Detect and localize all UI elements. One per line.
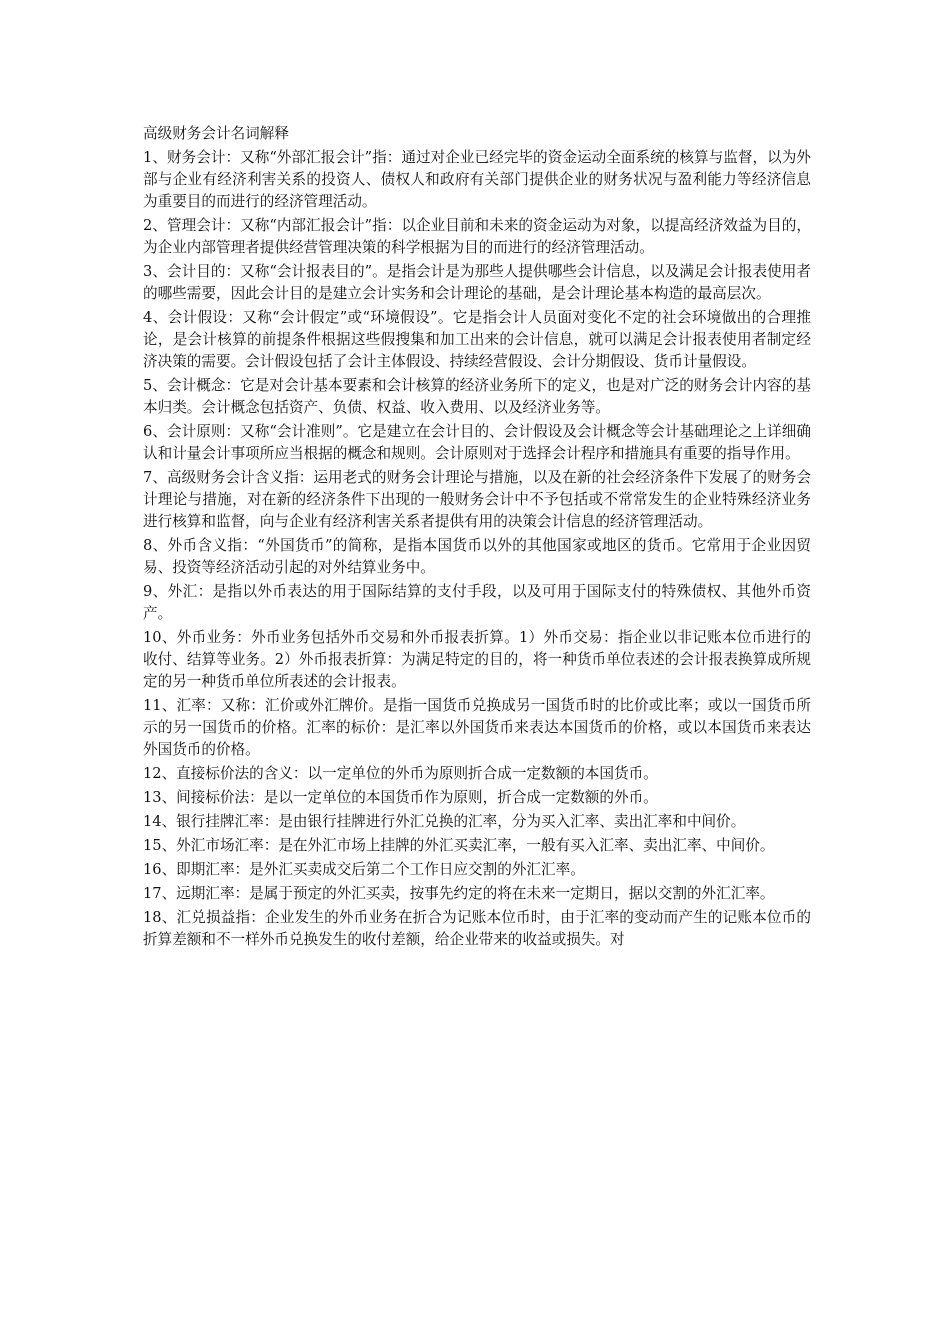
document-title: 高级财务会计名词解释: [143, 125, 289, 142]
glossary-entry-8: 8、外币含义指：“外国货币”的简称，是指本国货币以外的其他国家或地区的货币。它常用于企业因贸易、投资等经济活动引起的对外结算业务中。: [143, 537, 811, 576]
glossary-entry-12: 12、直接标价法的含义：以一定单位的外币为原则折合成一定数额的本国货币。: [143, 765, 658, 782]
glossary-entry-15: 15、外汇市场汇率：是在外汇市场上挂牌的外汇买卖汇率，一般有买入汇率、卖出汇率、中间价。: [143, 837, 775, 854]
glossary-entry-10: 10、外币业务：外币业务包括外币交易和外币报表折算。1）外币交易：指企业以非记账本位币进行的收付、结算等业务。2）外币报表折算：为满足特定的目的，将一种货币单位表述的会计报表换算成所规定的另一种货币单位所表述的会计报表。: [143, 629, 811, 690]
glossary-entry-9: 9、外汇：是指以外币表达的用于国际结算的支付手段，以及可用于国际支付的特殊债权、其他外币资产。: [143, 583, 811, 622]
glossary-entry-1: 1、财务会计：又称“外部汇报会计”指：通过对企业已经完毕的资金运动全面系统的核算与监督，以为外部与企业有经济利害关系的投资人、债权人和政府有关部门提供企业的财务状况与盈利能力等经济信息为重要目的而进行的经济管理活动。: [143, 149, 811, 210]
glossary-entry-7: 7、高级财务会计含义指：运用老式的财务会计理论与措施，以及在新的社会经济条件下发展了的财务会计理论与措施，对在新的经济条件下出现的一般财务会计中不予包括或不常常发生的企业特殊经济业务进行核算和监督，向与企业有经济利害关系者提供有用的决策会计信息的经济管理活动。: [143, 469, 811, 530]
glossary-entry-6: 6、会计原则：又称“会计准则”。它是建立在会计目的、会计假设及会计概念等会计基础理论之上详细确认和计量会计事项所应当根据的概念和规则。会计原则对于选择会计程序和措施具有重要的指导作用。: [143, 423, 811, 462]
glossary-entry-14: 14、银行挂牌汇率：是由银行挂牌进行外汇兑换的汇率，分为买入汇率、卖出汇率和中间价。: [143, 813, 746, 830]
document-body: [143, 123, 811, 953]
glossary-entry-5: 5、会计概念：它是对会计基本要素和会计核算的经济业务所下的定义，也是对广泛的财务会计内容的基本归类。会计概念包括资产、负债、权益、收入费用、以及经济业务等。: [143, 377, 811, 416]
glossary-entry-13: 13、间接标价法：是以一定单位的本国货币作为原则，折合成一定数额的外币。: [143, 789, 658, 806]
glossary-entry-2: 2、管理会计：又称“内部汇报会计”指：以企业目前和未来的资金运动为对象，以提高经济效益为目的，为企业内部管理者提供经营管理决策的科学根据为目的而进行的经济管理活动。: [143, 217, 811, 256]
glossary-entry-17: 17、远期汇率：是属于预定的外汇买卖，按事先约定的将在未来一定期日，据以交割的外汇汇率。: [143, 885, 775, 902]
glossary-entry-3: 3、会计目的：又称“会计报表目的”。是指会计是为那些人提供哪些会计信息，以及满足会计报表使用者的哪些需要，因此会计目的是建立会计实务和会计理论的基础，是会计理论基本构造的最高层次。: [143, 263, 811, 302]
glossary-entry-11: 11、汇率：又称：汇价或外汇牌价。是指一国货币兑换成另一国货币时的比价或比率；或以一国货币所示的另一国货币的价格。汇率的标价：是汇率以外国货币来表达本国货币的价格，或以本国货币来表达外国货币的价格。: [143, 697, 811, 758]
glossary-entry-4: 4、会计假设：又称“会计假定”或“环境假设”。它是指会计人员面对变化不定的社会环境做出的合理推论，是会计核算的前提条件根据这些假搜集和加工出来的会计信息，就可以满足会计报表使用者制定经济决策的需要。会计假设包括了会计主体假设、持续经营假设、会计分期假设、货币计量假设。: [143, 309, 811, 370]
glossary-entry-18: 18、汇兑损益指：企业发生的外币业务在折合为记账本位币时，由于汇率的变动而产生的记账本位币的折算差额和不一样外币兑换发生的收付差额，给企业带来的收益或损失。对: [143, 909, 811, 948]
glossary-entry-16: 16、即期汇率：是外汇买卖成交后第二个工作日应交割的外汇汇率。: [143, 861, 585, 878]
